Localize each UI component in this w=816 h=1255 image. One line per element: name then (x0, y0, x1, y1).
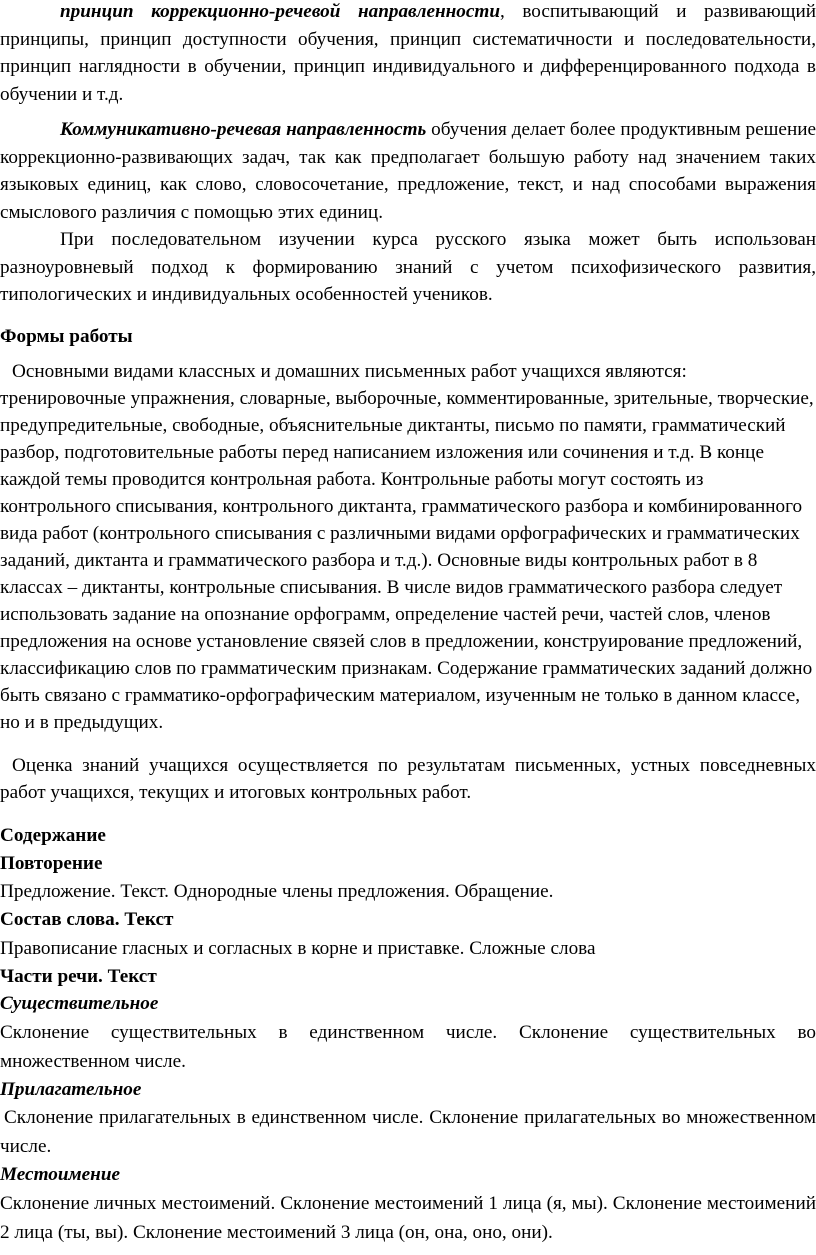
sequential-paragraph: При последовательном изучении курса русского языка может быть использован разноуровневый подход к формированию знаний с учетом психофизического развития, типологических и индивидуальных особенностей учеников. (0, 229, 816, 305)
repeat-text: Предложение. Текст. Однородные члены предложения. Обращение. (0, 881, 554, 902)
repeat-heading: Повторение (0, 852, 103, 874)
assessment-paragraph: Оценка знаний учащихся осуществляется по результатам письменных, устных повседневных работ учащихся, текущих и итоговых контрольных работ. (0, 755, 816, 803)
adjective-heading: Прилагательное (0, 1078, 142, 1100)
communicative-paragraph (0, 116, 816, 226)
noun-heading: Существительное (0, 993, 159, 1014)
noun-text: Склонение существительных в единственном числе. Склонение существительных во множественном числе. (0, 1021, 816, 1072)
pronoun-text: Склонение личных местоимений. Склонение местоимений 1 лица (я, мы). Склонение местоимений 2 лица (ты, вы). Склонение местоимений 3 лица (он, она, оно, они). (0, 1192, 816, 1243)
intro-rest: , воспитывающий и развивающий принципы, принцип доступности обучения, принцип систематичности и последовательности, принцип наглядности в обучении, принцип индивидуального и дифференцированного подхода в обучении и т.д. (0, 1, 816, 105)
forms-paragraph: Основными видами классных и домашних письменных работ учащихся являются: тренировочные упражнения, словарные, выборочные, комментированные, зрительные, творческие, предупредительные, свободные, объяснительные диктанты, письмо по памяти, грамматический разбор, подготовительные работы перед написанием изложения или сочинения и т.д. В конце каждой темы проводится контрольная работа. Контрольные работы могут состоять из контрольного списывания, контрольного диктанта, грамматического разбора и комбинированного вида работ (контрольного списывания с различными видами орфографических и грамматических заданий, диктанта и грамматического разбора и т.д.). Основные виды контрольных работ в 8 классах – диктанты, контрольные списывания. В числе видов грамматического разбора следует использовать задание на опознание орфограмм, определение частей речи, частей слов, членов предложения на основе установление связей слов в предложении, конструирование предложений, классификацию слов по грамматическим признакам. Содержание грамматических заданий должно быть связано с грамматико-орфографическим материалом, изученным не только в данном классе, но и в предыдущих. (0, 361, 814, 733)
parts-heading: Части речи. Текст (0, 965, 157, 987)
word-heading: Состав слова. Текст (0, 909, 174, 930)
adjective-text: Склонение прилагательных в единственном числе. Склонение прилагательных во множественном числе. (0, 1107, 816, 1157)
content-heading: Содержание (0, 825, 106, 846)
forms-heading: Формы работы (0, 325, 133, 347)
communicative-lead: Коммуникативно-речевая направленность (60, 119, 427, 140)
word-text: Правописание гласных и согласных в корне и приставке. Сложные слова (0, 937, 596, 959)
pronoun-heading: Местоимение (0, 1164, 121, 1185)
intro-lead: принцип коррекционно-речевой направленности (60, 1, 501, 22)
communicative-rest: обучения делает более продуктивным решение коррекционно-развивающих задач, так как предполагает большую работу над значением таких языковых единиц, как слово, словосочетание, предложение, текст, и над способами выражения смыслового различия с помощью этих единиц. (0, 119, 816, 223)
intro-paragraph (0, 0, 816, 108)
